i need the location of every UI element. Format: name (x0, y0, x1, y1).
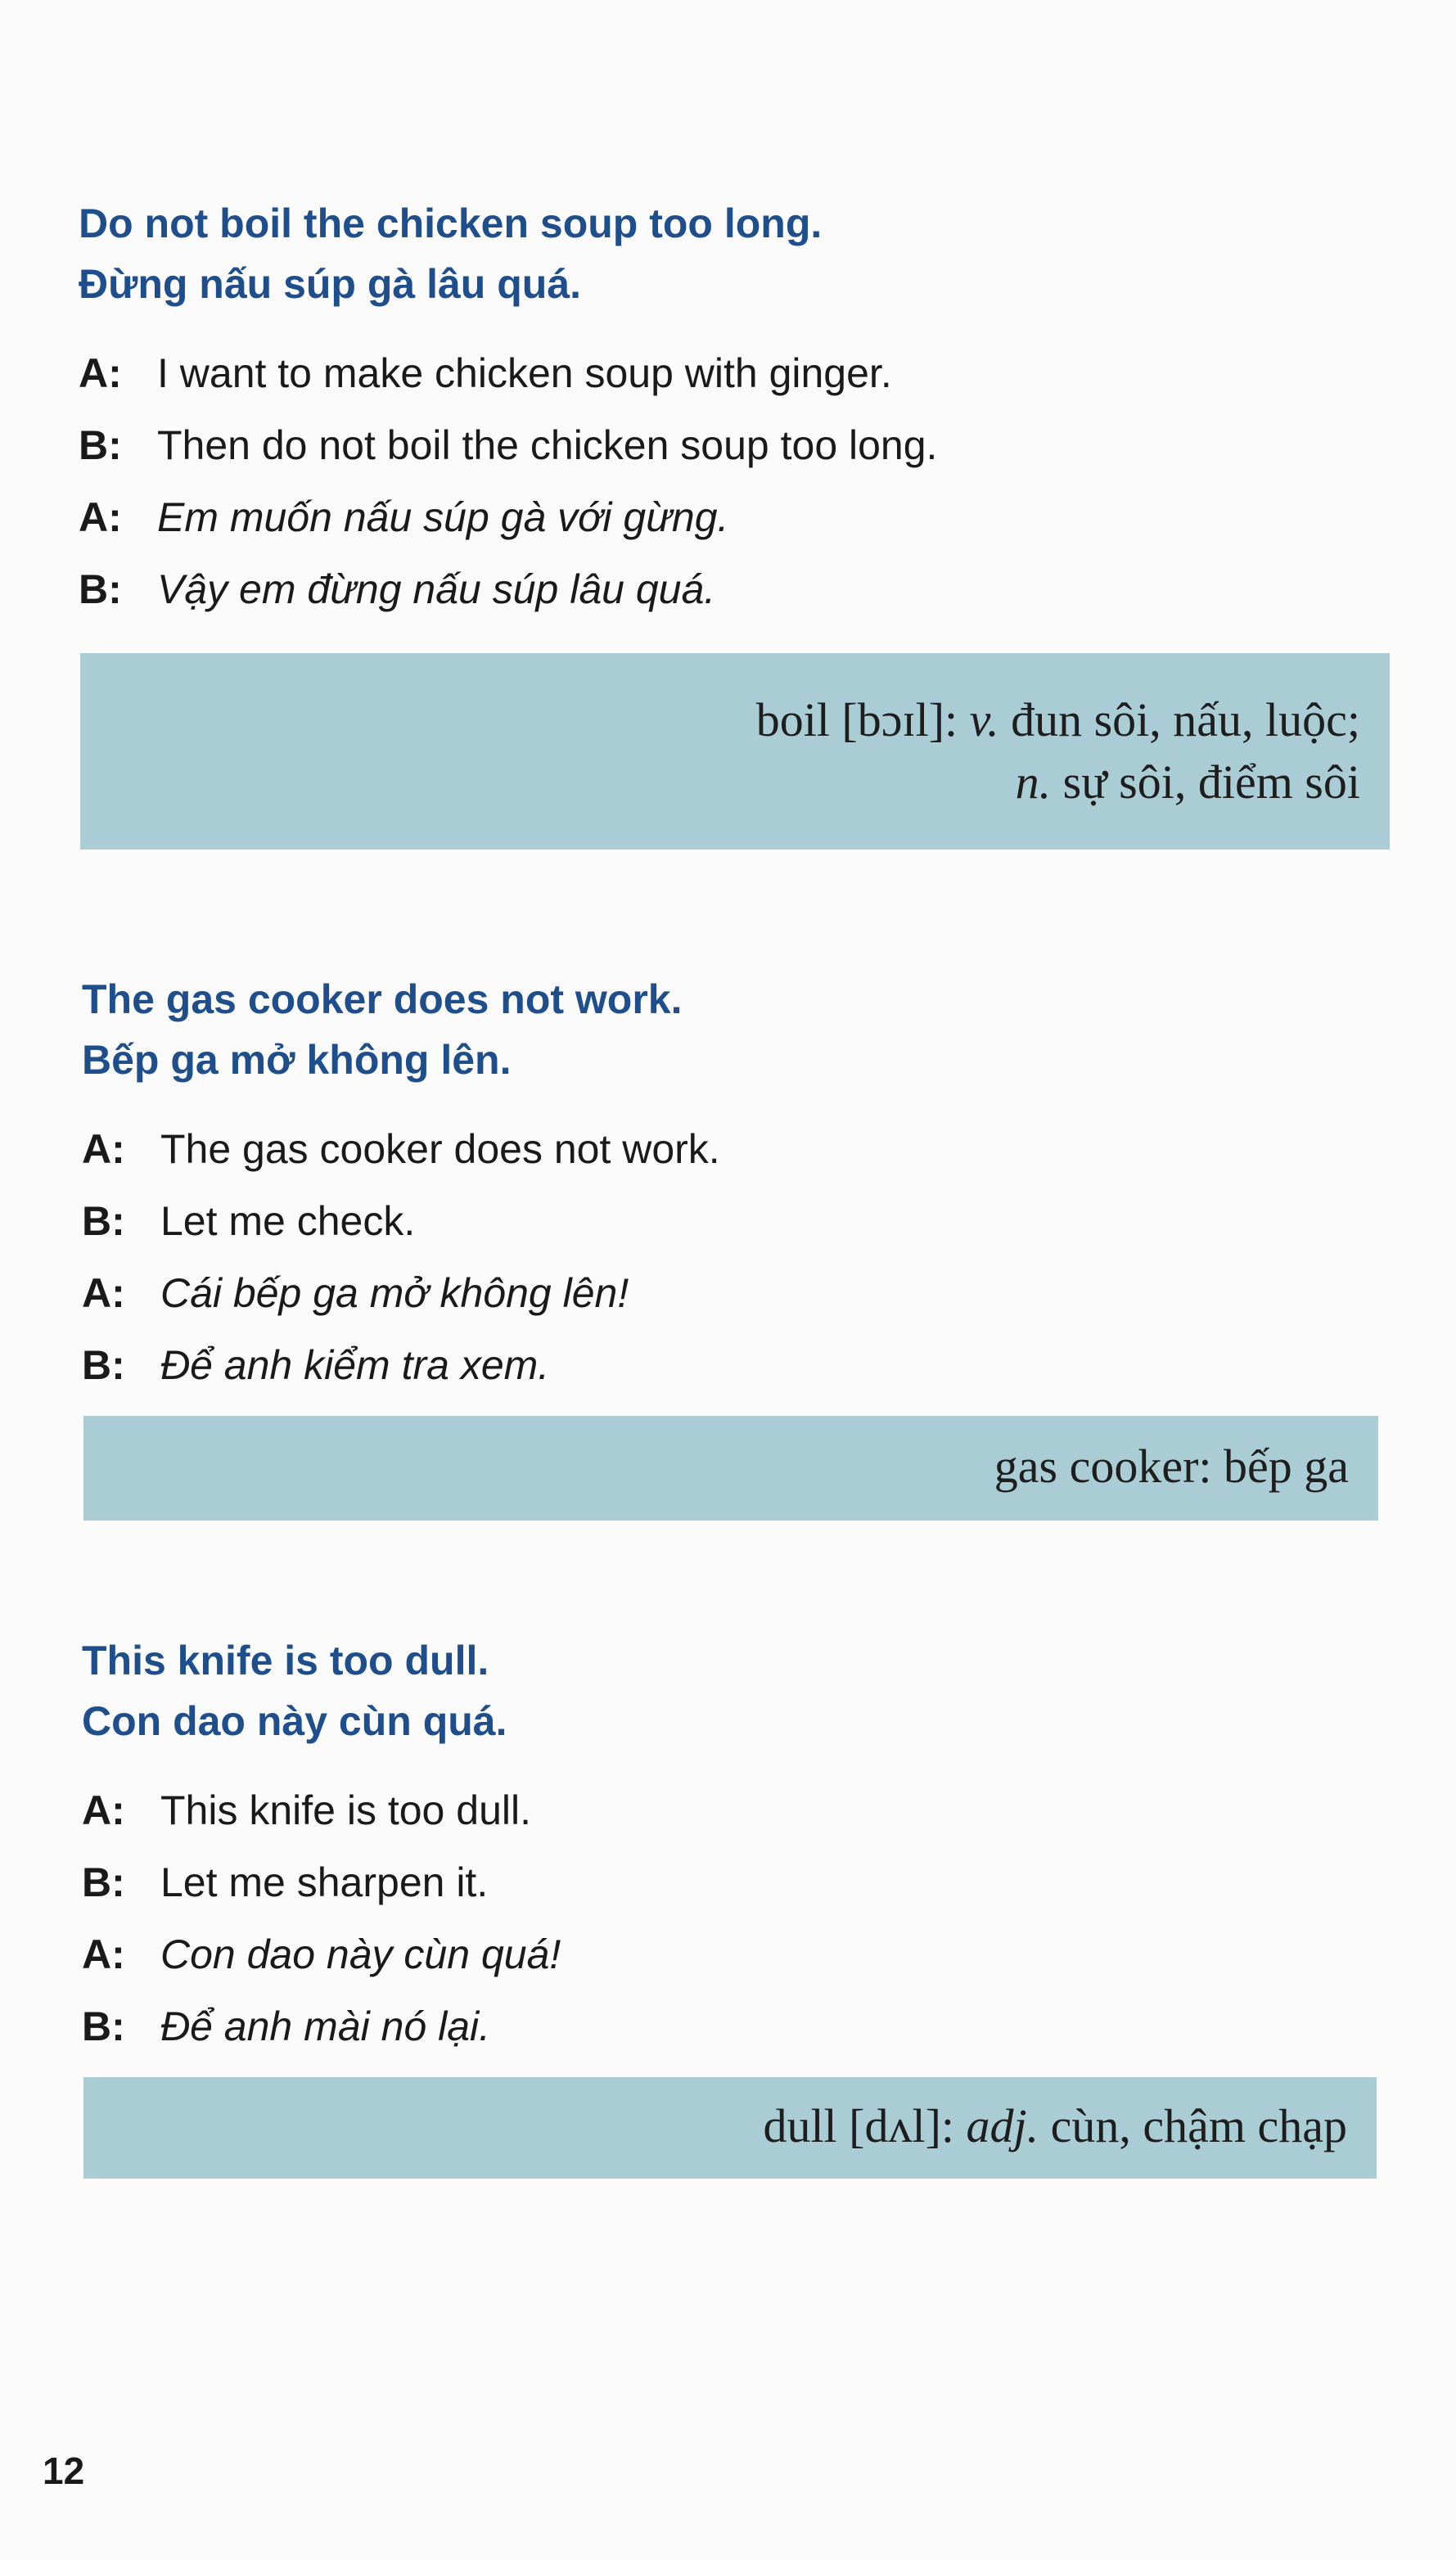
dialog-line (82, 1774, 1456, 1846)
section-title-vi: Đừng nấu súp gà lâu quá. (79, 261, 582, 307)
vocab-box-3 (83, 2077, 1377, 2179)
dialog (82, 1774, 1456, 2062)
dialog-line (82, 1185, 1456, 1257)
section-title-vi: Con dao này cùn quá. (82, 1698, 507, 1744)
vocab-line (83, 2095, 1347, 2157)
vocab-definition: sự sôi, điểm sôi (1062, 755, 1360, 809)
speaker-label: B: (79, 422, 122, 468)
dialog-line (82, 1990, 1456, 2062)
vocab-word: gas cooker: (994, 1440, 1212, 1493)
dialog-line (82, 1113, 1456, 1185)
speaker-label: B: (82, 1859, 125, 1905)
speaker-label: B: (82, 2003, 125, 2049)
part-of-speech: adj. (966, 2099, 1039, 2152)
speaker-label: A: (79, 350, 122, 396)
dialog-text: Vậy em đừng nấu súp lâu quá. (157, 566, 716, 612)
part-of-speech: v. (969, 693, 999, 746)
vocab-line (80, 751, 1360, 814)
dialog-line (79, 409, 1456, 481)
phrase-section-1 (0, 193, 1456, 625)
dialog (79, 337, 1456, 625)
speaker-label: B: (82, 1198, 125, 1244)
dialog-line (79, 481, 1456, 553)
dialog-text: This knife is too dull. (160, 1787, 531, 1833)
dialog-line (82, 1329, 1456, 1401)
speaker-label: A: (82, 1270, 125, 1316)
vocab-box-2 (83, 1416, 1378, 1521)
dialog-text: The gas cooker does not work. (160, 1126, 720, 1172)
dialog-line (82, 1918, 1456, 1990)
vocab-definition: cùn, chậm chạp (1050, 2099, 1347, 2152)
dialog-text: Then do not boil the chicken soup too long. (157, 422, 938, 468)
speaker-label: A: (79, 494, 122, 540)
speaker-label: A: (82, 1126, 125, 1172)
section-title-en: This knife is too dull. (82, 1638, 489, 1683)
dialog (82, 1113, 1456, 1401)
vocab-line (80, 689, 1360, 751)
dialog-line (82, 1257, 1456, 1329)
dialog-line (82, 1846, 1456, 1918)
dialog-text: Để anh kiểm tra xem. (160, 1342, 550, 1388)
dialog-text: Cái bếp ga mở không lên! (160, 1270, 629, 1316)
dialog-text: Let me sharpen it. (160, 1859, 489, 1905)
section-title-en: Do not boil the chicken soup too long. (79, 201, 823, 246)
dialog-line (79, 553, 1456, 625)
phrase-section-3 (0, 1630, 1456, 2062)
dialog-text: Con dao này cùn quá! (160, 1931, 561, 1977)
vocab-line (83, 1435, 1349, 1498)
dialog-text: Let me check. (160, 1198, 416, 1244)
dialog-text: Để anh mài nó lại. (160, 2003, 491, 2049)
speaker-label: A: (82, 1931, 125, 1977)
section-title-vi: Bếp ga mở không lên. (82, 1037, 512, 1083)
dialog-line (79, 337, 1456, 409)
speaker-label: B: (82, 1342, 125, 1388)
vocab-definition: bếp ga (1224, 1440, 1349, 1493)
part-of-speech: n. (1015, 755, 1052, 809)
dialog-text: I want to make chicken soup with ginger. (157, 350, 892, 396)
speaker-label: B: (79, 566, 122, 612)
vocab-box-1 (80, 653, 1390, 850)
vocab-word: dull [dʌl]: (763, 2099, 955, 2152)
vocab-definition: đun sôi, nấu, luộc; (1011, 693, 1360, 746)
dialog-text: Em muốn nấu súp gà với gừng. (157, 494, 729, 540)
phrase-section-2 (0, 969, 1456, 1401)
section-title-en: The gas cooker does not work. (82, 976, 683, 1022)
speaker-label: A: (82, 1787, 125, 1833)
page-number: 12 (43, 2450, 85, 2492)
vocab-word: boil [bɔɪl]: (755, 693, 958, 746)
